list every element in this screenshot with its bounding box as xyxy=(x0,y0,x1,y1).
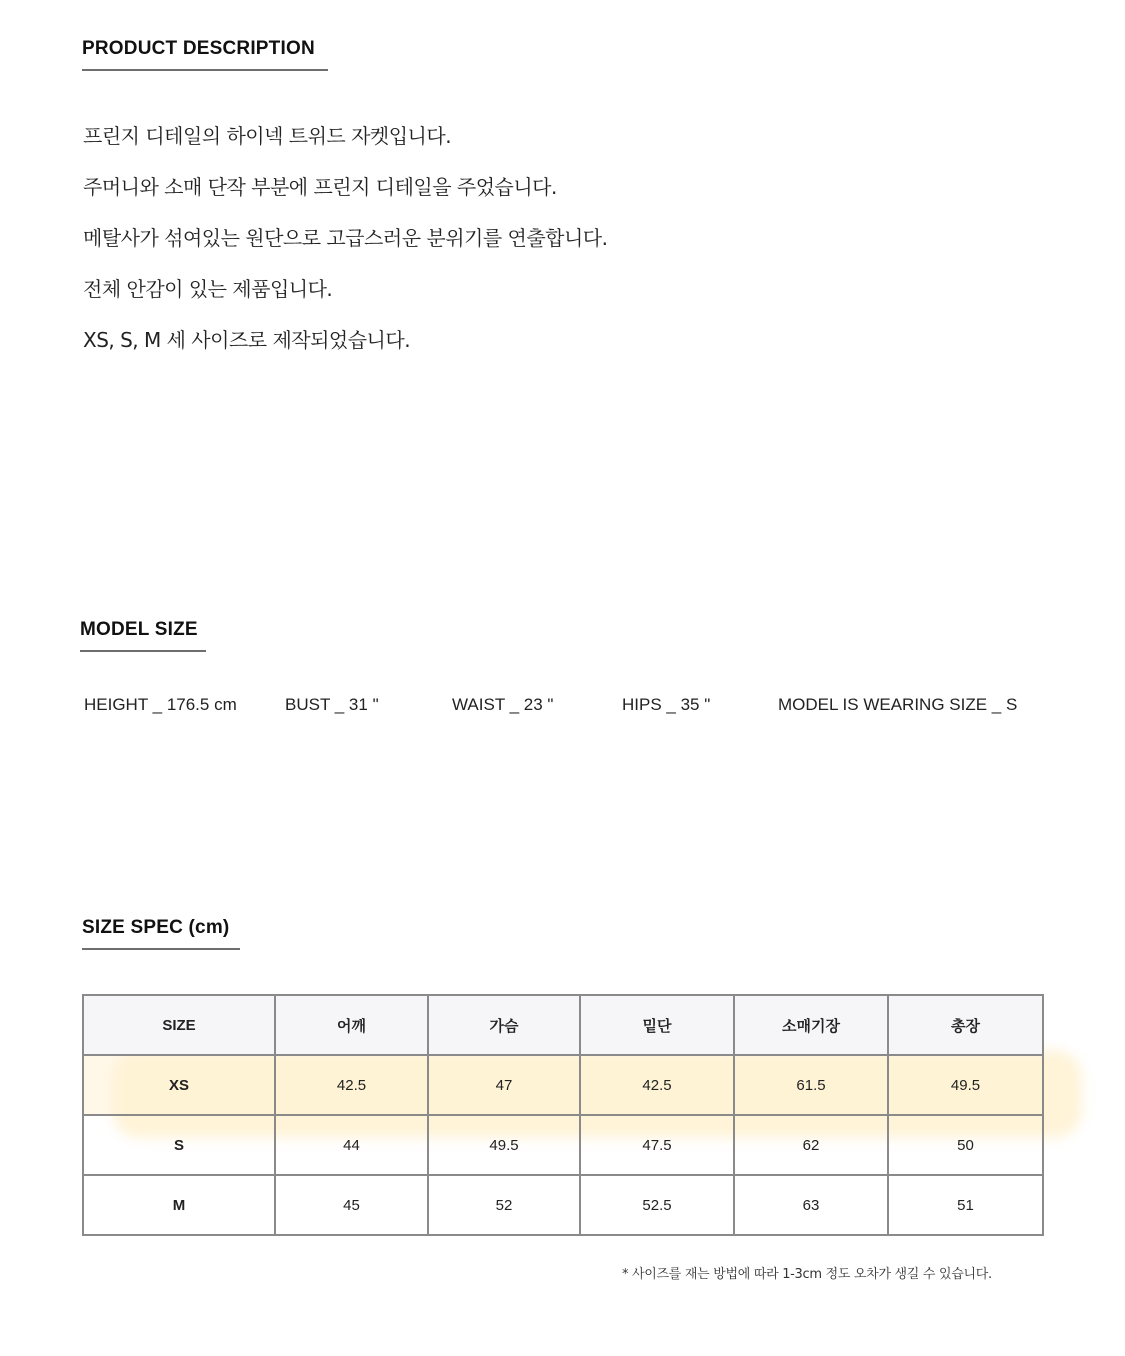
description-line: 전체 안감이 있는 제품입니다. xyxy=(83,277,333,301)
table-cell: 44 xyxy=(275,1115,428,1175)
table-row xyxy=(83,1175,1043,1235)
header-sleeve-length: 소매기장 xyxy=(734,995,888,1055)
model-waist: WAIST _ 23 " xyxy=(452,695,554,714)
table-cell: 42.5 xyxy=(275,1055,428,1115)
description-line: 메탈사가 섞여있는 원단으로 고급스러운 분위기를 연출합니다. xyxy=(83,226,608,250)
table-cell: 52.5 xyxy=(580,1175,734,1235)
table-cell: 62 xyxy=(734,1115,888,1175)
table-cell: 42.5 xyxy=(580,1055,734,1115)
size-spec-table xyxy=(82,994,1044,1236)
model-size-title: MODEL SIZE xyxy=(80,619,206,652)
header-hem: 밑단 xyxy=(580,995,734,1055)
table-cell: 49.5 xyxy=(888,1055,1043,1115)
table-cell: 52 xyxy=(428,1175,580,1235)
table-cell: 47 xyxy=(428,1055,580,1115)
table-cell: 63 xyxy=(734,1175,888,1235)
table-header-row xyxy=(83,995,1043,1055)
header-size: SIZE xyxy=(83,995,275,1055)
size-label: S xyxy=(83,1115,275,1175)
description-line: 주머니와 소매 단작 부분에 프린지 디테일을 주었습니다. xyxy=(83,175,557,199)
table-cell: 50 xyxy=(888,1115,1043,1175)
model-wearing-size: MODEL IS WEARING SIZE _ S xyxy=(778,695,1018,714)
table-row xyxy=(83,1115,1043,1175)
header-chest: 가슴 xyxy=(428,995,580,1055)
product-description-title: PRODUCT DESCRIPTION xyxy=(82,38,328,71)
size-measurement-note: * 사이즈를 재는 방법에 따라 1-3cm 정도 오차가 생길 수 있습니다. xyxy=(622,1267,992,1282)
table-cell: 49.5 xyxy=(428,1115,580,1175)
model-bust: BUST _ 31 " xyxy=(285,695,379,714)
table-cell: 61.5 xyxy=(734,1055,888,1115)
table-row xyxy=(83,1055,1043,1115)
table-cell: 45 xyxy=(275,1175,428,1235)
table-cell: 47.5 xyxy=(580,1115,734,1175)
table-cell: 51 xyxy=(888,1175,1043,1235)
size-spec-title: SIZE SPEC (cm) xyxy=(82,917,240,950)
description-line: XS, S, M 세 사이즈로 제작되었습니다. xyxy=(83,328,411,352)
description-line: 프린지 디테일의 하이넥 트위드 자켓입니다. xyxy=(83,124,452,148)
model-height: HEIGHT _ 176.5 cm xyxy=(84,695,237,714)
header-total-length: 총장 xyxy=(888,995,1043,1055)
model-hips: HIPS _ 35 " xyxy=(622,695,711,714)
size-label: XS xyxy=(83,1055,275,1115)
header-shoulder: 어깨 xyxy=(275,995,428,1055)
size-label: M xyxy=(83,1175,275,1235)
